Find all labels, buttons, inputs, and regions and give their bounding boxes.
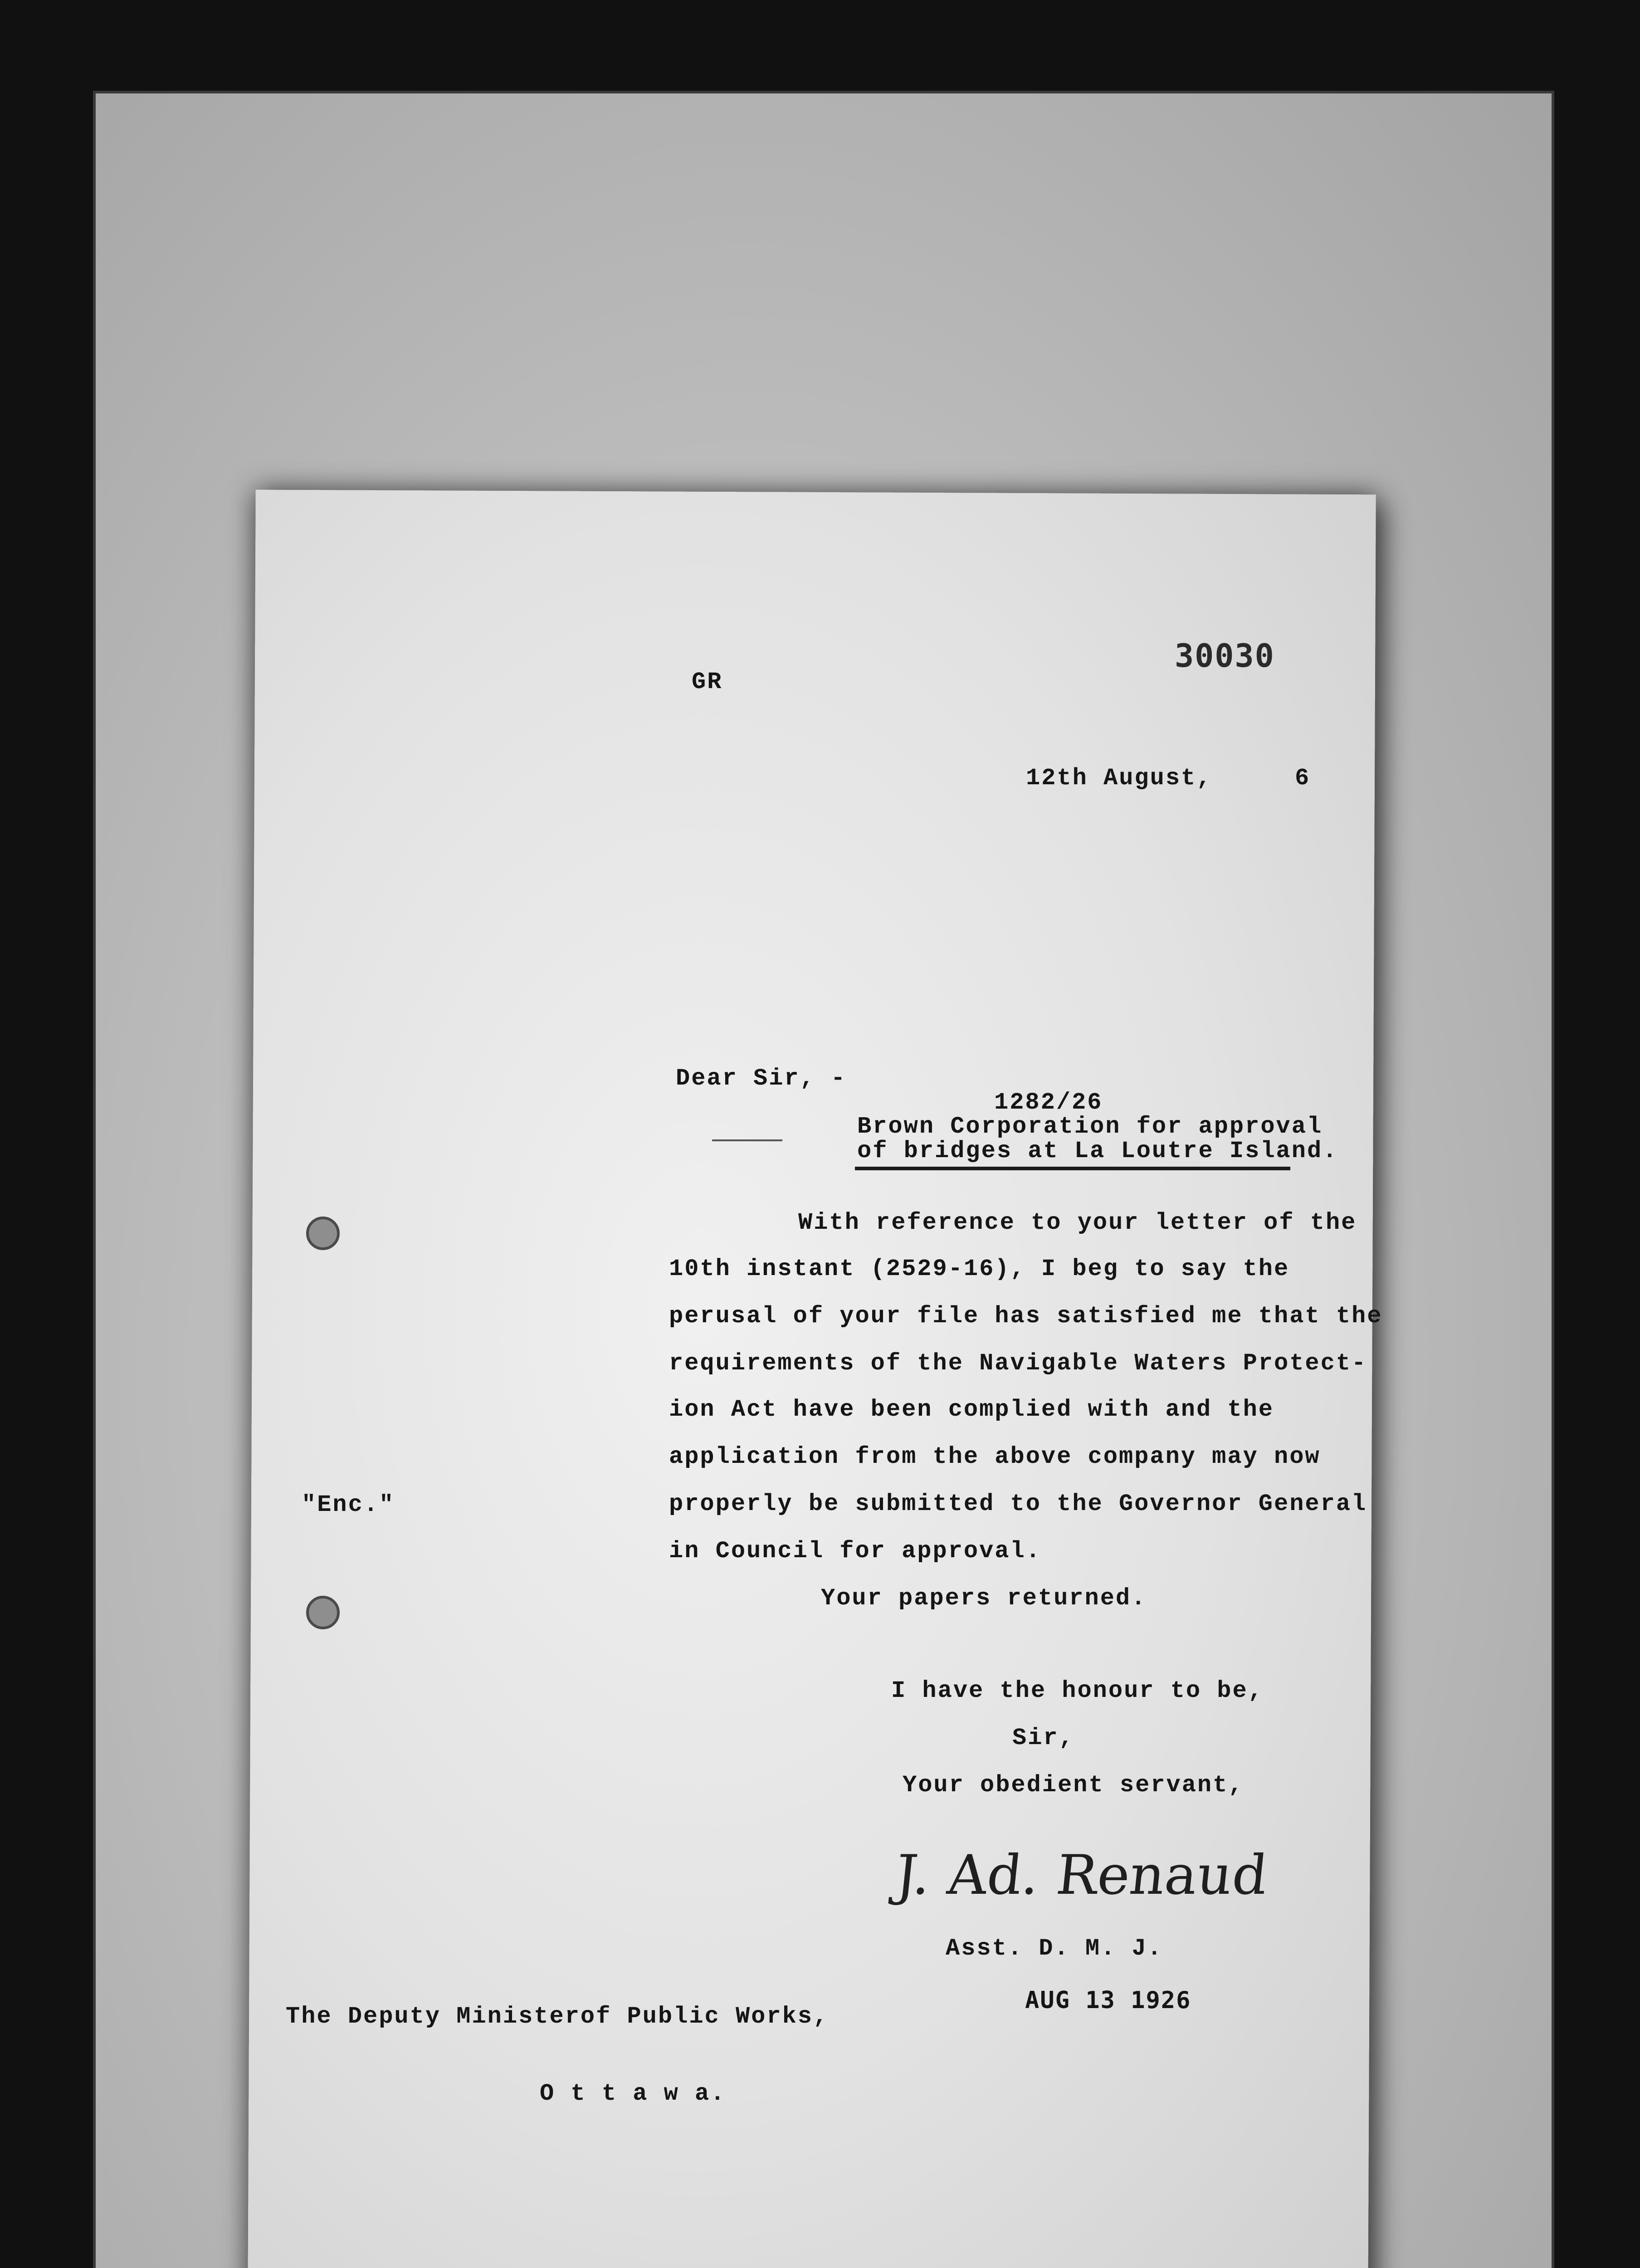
body-line-7: properly be submitted to the Governor General: [669, 1491, 1367, 1517]
reference-underline: [855, 1167, 1290, 1170]
signature: J. Ad. Renaud: [892, 1844, 1271, 1907]
reference-dash: [712, 1139, 782, 1141]
body-line-3: perusal of your file has satisfied me that the: [669, 1303, 1383, 1330]
salutation: Dear Sir, -: [676, 1065, 847, 1092]
letter-page: [248, 490, 1376, 2268]
letter-year-fragment: 6: [1295, 765, 1311, 792]
letter-date: 12th August,: [1026, 765, 1212, 792]
enclosure-note: "Enc.": [302, 1491, 395, 1518]
body-line-5: ion Act have been complied with and the: [669, 1396, 1274, 1423]
closing-line-3: Your obedient servant,: [903, 1772, 1244, 1799]
recipient-city: O t t a w a.: [540, 2080, 726, 2107]
papers-returned: Your papers returned.: [821, 1585, 1147, 1612]
body-line-1: With reference to your letter of the: [798, 1209, 1357, 1236]
body-line-2: 10th instant (2529-16), I beg to say the: [669, 1256, 1290, 1282]
signature-title: Asst. D. M. J.: [946, 1935, 1163, 1962]
reference-line-2: of bridges at La Loutre Island.: [857, 1138, 1338, 1164]
closing-line-1: I have the honour to be,: [891, 1677, 1264, 1704]
reference-number: 1282/26: [994, 1089, 1103, 1116]
recipient-title: The Deputy Ministerof Public Works,: [286, 2003, 829, 2030]
closing-line-2: Sir,: [1012, 1725, 1074, 1751]
file-number: 30030: [1175, 637, 1275, 675]
punch-hole-bottom: [306, 1596, 340, 1629]
punch-hole-top: [306, 1217, 340, 1250]
body-line-4: requirements of the Navigable Waters Protect-: [669, 1350, 1367, 1377]
body-line-8: in Council for approval.: [669, 1538, 1041, 1564]
body-line-6: application from the above company may now: [669, 1443, 1321, 1470]
received-date-stamp: AUG 13 1926: [1025, 1987, 1191, 2014]
reference-line-1: Brown Corporation for approval: [857, 1113, 1323, 1140]
typist-initials: GR: [692, 669, 723, 695]
